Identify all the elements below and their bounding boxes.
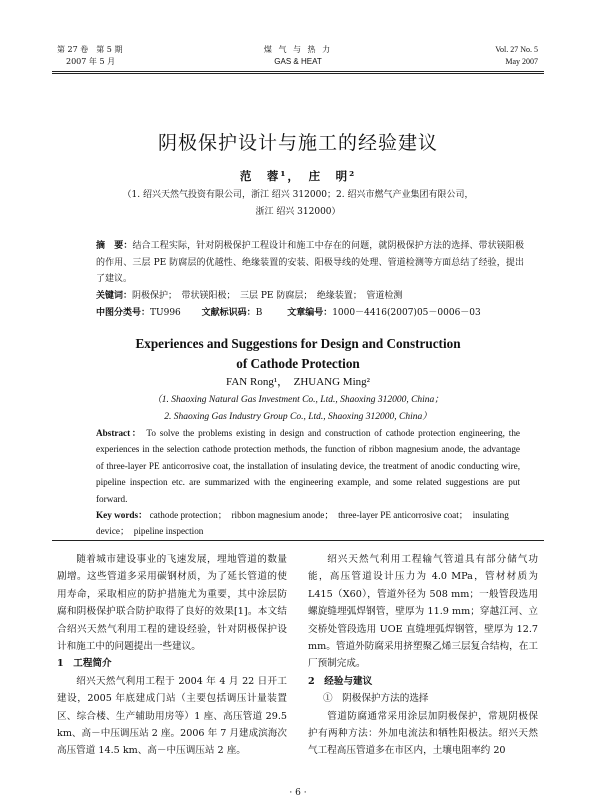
affiliations-cn [0,187,596,221]
keywords-en [96,507,536,540]
journal-volume-en: Vol. 27 No. 5 [495,45,538,54]
classification-cn [96,305,536,318]
abstract-cn-text: 结合工程实际，针对阴极保护工程设计和施工中存在的问题，就阴极保护方法的选择、带状镁阳极的作用、三层 PE 防腐层的优越性、绝缘装置的安装、阳极导线的处理、管道检测等方面总结了经验，提出了建议。 [96,241,524,284]
abstract-en-text: To solve the problems existing in design and construction of cathode protection engineering, the experiences in the selection cathode protection methods, the function of ribbon magnesium anode, the advantage of three-layer PE anticorrosive coat, the installation of insulating device, the treatment of anodic conducting wire, pipeline inspection etc. are summarized with the engineering example, and some related suggestions are put forward. [96,428,521,504]
journal-volume-issue: 第 27 卷 第 5 期 [57,45,123,54]
page-number: · 6 · [289,788,307,798]
header-rule [52,71,544,72]
keywords-en-text: cathode protection； ribbon magnesium anode； three-layer PE anticorrosive coat； insulating device； pipeline inspection [96,510,509,537]
abstract-cn [96,238,524,288]
abstract-en-label: Abstract： [96,428,143,438]
section-1-heading: 1 工程简介 [57,658,112,670]
clc-label: 中图分类号： [96,308,151,318]
authors-cn: 范 蓉¹， 庄 明² [239,169,357,183]
journal-date-en: May 2007 [505,57,538,66]
affiliations-en [0,392,596,426]
doc-code-value: B [255,308,263,318]
authors-en: FAN Rong¹， ZHUANG Ming² [226,376,370,388]
journal-name-en: GAS & HEAT [274,57,322,66]
journal-name-cn: 煤 气 与 热 力 [263,45,333,54]
body-left-column [57,551,287,760]
affiliation-en-line-2: 2. Shaoxing Gas Industry Group Co., Ltd., Shaoxing 312000, China） [164,412,432,422]
paper-title-cn: 阴极保护设计与施工的经验建议 [157,132,438,154]
keywords-cn-text: 阴极保护； 带状镁阳极； 三层 PE 防腐层； 绝缘装置； 管道检测 [132,291,403,301]
header-rule-2 [52,73,544,74]
subsection-1-heading: ① 阴极保护方法的选择 [323,693,429,705]
body-right-column [308,551,538,760]
journal-date: 2007 年 5 月 [66,57,116,66]
paper-title-en [0,334,596,374]
keywords-cn-label: 关键词： [96,291,133,301]
article-number-label: 文章编号： [287,308,333,318]
body-separator-rule [52,540,544,541]
title-en-line-1: Experiences and Suggestions for Design and Construction [135,336,461,351]
affiliation-cn-line-1: （1. 绍兴天然气投资有限公司，浙江 绍兴 312000；2. 绍兴市燃气产业集团有限公司， [122,190,474,200]
intro-paragraph: 随着城市建设事业的飞速发展，埋地管道的数量剧增。这些管道多采用碳钢材质，为了延长管道的使用寿命，采取相应的防护措施尤为重要，其中涂层防腐和阴极保护联合防护取得了良好的效果[1]。本文结合绍兴天然气利用工程的建设经验，针对阴极保护设计和施工中的问题提出一些建议。 [57,554,287,653]
clc-value: TU996 [150,308,181,318]
pipeline-paragraph: 绍兴天然气利用工程输气管道具有部分储气功能，高压管道设计压力为 4.0 MPa，管材材质为 L415（X60），管道外径为 508 mm；一般管段选用螺旋缝埋弧焊钢管，壁厚为 11.9 mm；穿越江河、立交桥处管段选用 UOE 直缝埋弧焊钢管，壁厚为 12.7 mm。管道外防腐采用挤塑聚乙烯三层复合结构，在工厂预制完成。 [308,554,538,670]
keywords-en-label: Key words： [96,510,148,520]
section-2-heading: 2 经验与建议 [308,675,373,687]
abstract-en [96,425,520,507]
affiliation-en-line-1: （1. Shaoxing Natural Gas Investment Co., Ltd., Shaoxing 312000, China； [152,395,444,405]
affiliation-cn-line-2: 浙江 绍兴 312000） [255,207,341,217]
subsection-1-paragraph: 管道防腐通常采用涂层加阴极保护，常规阴极保护有两种方法：外加电流法和牺牲阳极法。绍兴天然气工程高压管道多在市区内，土壤电阻率约 20 [308,710,538,757]
abstract-cn-label: 摘 要： [96,241,133,251]
title-en-line-2: of Cathode Protection [236,356,360,371]
keywords-cn [96,288,536,301]
article-number-value: 1000－4416(2007)05－0006－03 [332,308,481,318]
doc-code-label: 文献标识码： [201,308,256,318]
section-1-paragraph: 绍兴天然气利用工程于 2004 年 4 月 22 日开工建设，2005 年底建成门站（主要包括调压计量装置区、综合楼、生产辅助用房等）1 座、高压管道 29.5 km、高－中压调压站 2 座。2006 年 7 月建成滨海次高压管道 14.5 km、高－中压调压站 2 座。 [57,675,287,757]
